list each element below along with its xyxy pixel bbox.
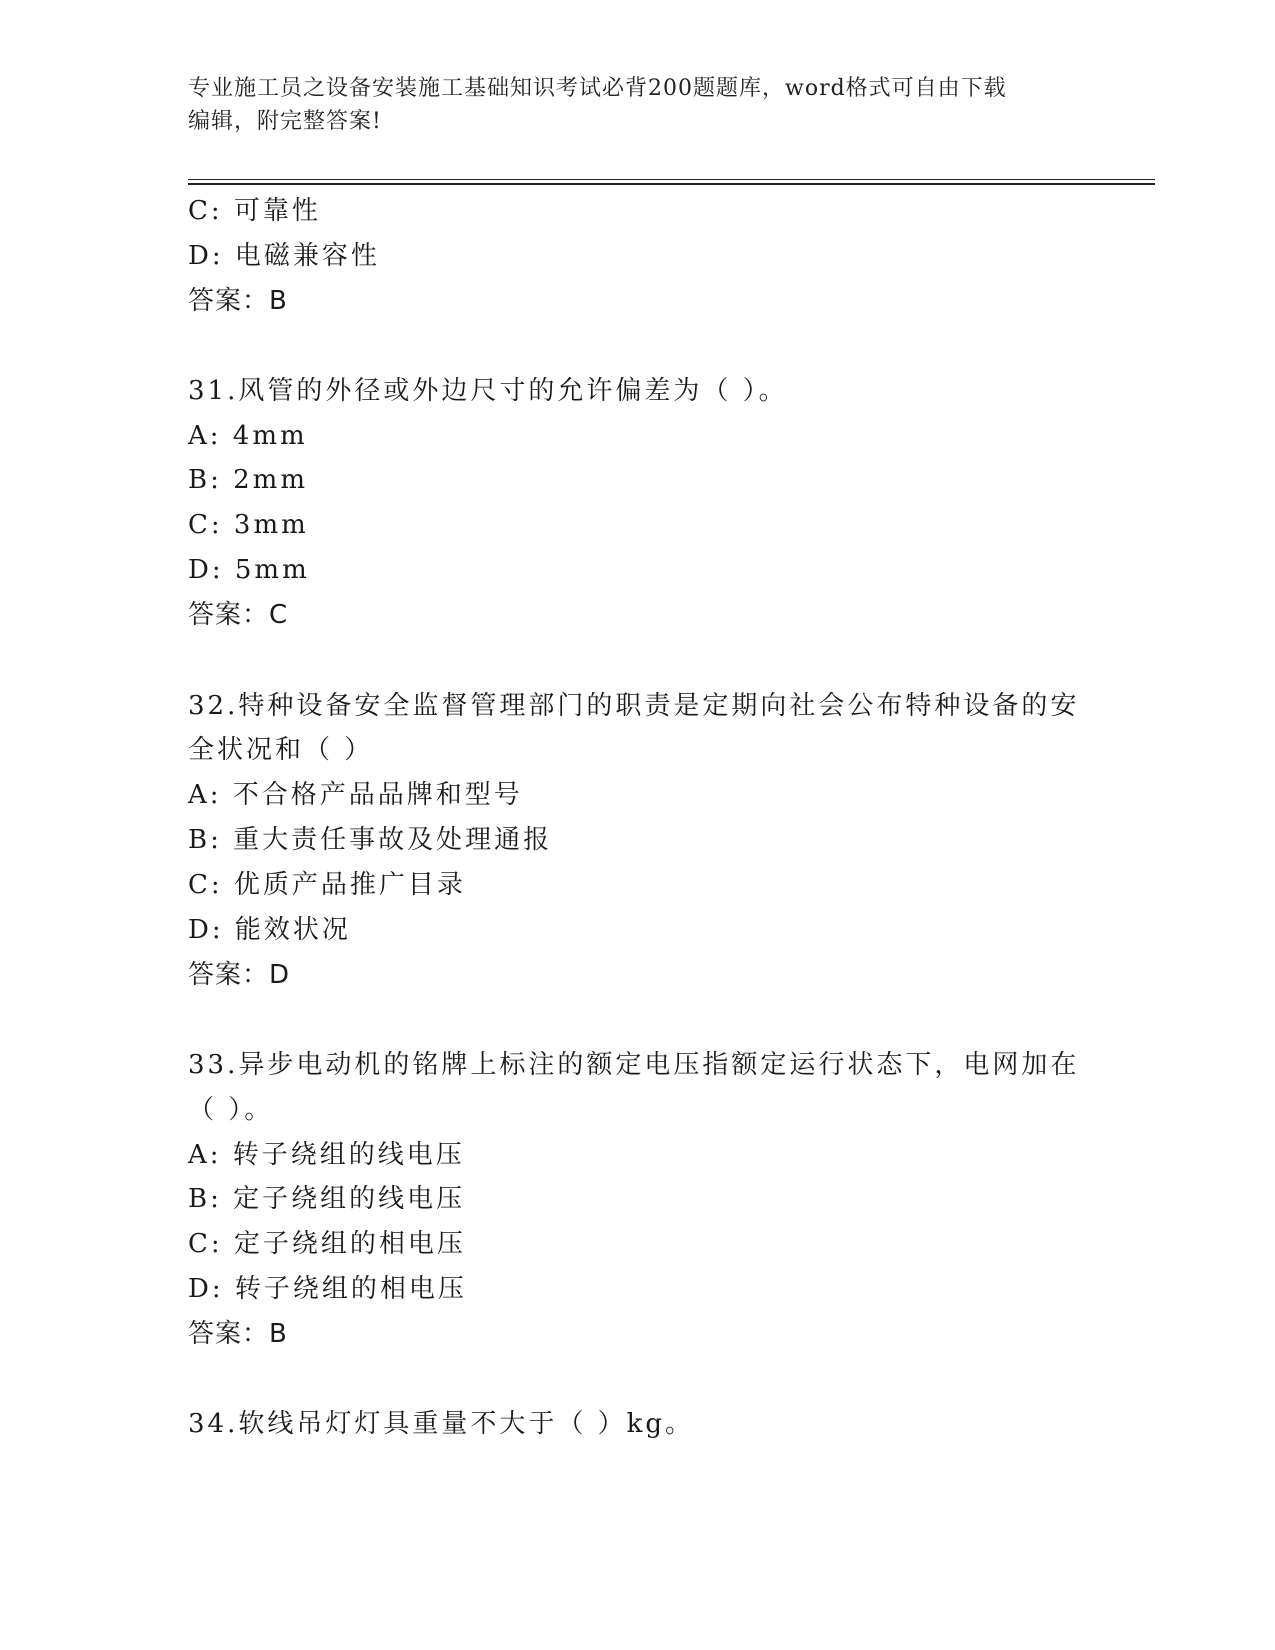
q32-option-a: A: 不合格产品品牌和型号 <box>188 780 523 810</box>
header-divider-thin <box>188 179 1155 180</box>
q31-answer: 答案：C <box>188 600 289 630</box>
header-title-line-2: 编辑，附完整答案! <box>188 109 382 134</box>
q30-option-d: D: 电磁兼容性 <box>188 241 380 271</box>
q30-answer: 答案：B <box>188 286 288 316</box>
q32-question-line-1: 32.特种设备安全监督管理部门的职责是定期向社会公布特种设备的安 <box>188 691 1080 721</box>
q31-option-a: A: 4mm <box>188 421 308 451</box>
q31-option-c: C: 3mm <box>188 510 309 540</box>
q32-option-c: C: 优质产品推广目录 <box>188 870 466 900</box>
q33-answer: 答案：B <box>188 1319 288 1349</box>
header-divider-thick <box>188 183 1155 185</box>
q34-question: 34.软线吊灯灯具重量不大于（ ）kg。 <box>188 1409 695 1439</box>
q33-question-line-1: 33.异步电动机的铭牌上标注的额定电压指额定运行状态下，电网加在 <box>188 1050 1080 1080</box>
q31-question: 31.风管的外径或外边尺寸的允许偏差为（ ）。 <box>188 376 788 406</box>
q32-answer: 答案：D <box>188 960 291 990</box>
q33-option-d: D: 转子绕组的相电压 <box>188 1274 467 1304</box>
q30-option-c: C: 可靠性 <box>188 196 321 226</box>
q32-option-d: D: 能效状况 <box>188 915 351 945</box>
q33-option-a: A: 转子绕组的线电压 <box>188 1140 465 1170</box>
q33-option-b: B: 定子绕组的线电压 <box>188 1184 466 1214</box>
document-header <box>188 72 1088 138</box>
q32-option-b: B: 重大责任事故及处理通报 <box>188 825 553 855</box>
q33-question-line-2: （ ）。 <box>188 1095 274 1125</box>
q31-option-d: D: 5mm <box>188 555 310 585</box>
header-title-line-1: 专业施工员之设备安装施工基础知识考试必背200题题库，word格式可自由下载 <box>188 76 1007 101</box>
q32-question-line-2: 全状况和（ ） <box>188 735 374 765</box>
q33-option-c: C: 定子绕组的相电压 <box>188 1229 466 1259</box>
q31-option-b: B: 2mm <box>188 465 308 495</box>
